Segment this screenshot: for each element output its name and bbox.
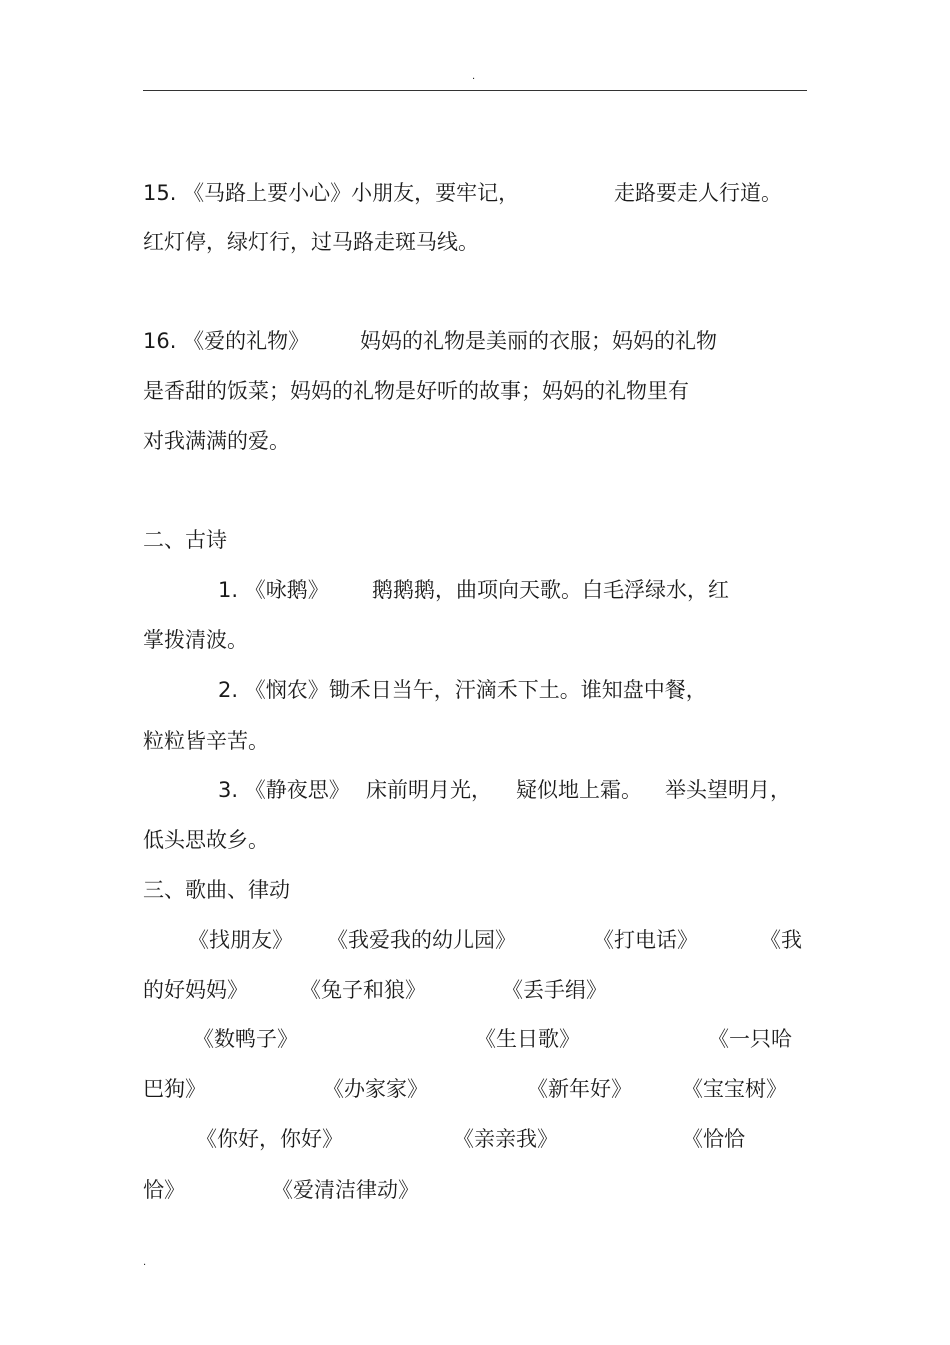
item16-line1-start: 16. 《爱的礼物》 [143, 329, 310, 353]
item16-line2: 是香甜的饭菜；妈妈的礼物是好听的故事；妈妈的礼物里有 [143, 379, 689, 403]
poem2-continuation: 粒粒皆辛苦。 [143, 729, 269, 753]
footer-mark: . [143, 1257, 147, 1268]
song-item: 《丢手绢》 [502, 978, 607, 1002]
song-item: 《生日歌》 [475, 1027, 580, 1051]
item16-line3: 对我满满的爱。 [143, 429, 290, 453]
song-item: 《亲亲我》 [453, 1127, 558, 1151]
poem3-phrase1: 床前明月光， [366, 778, 492, 802]
song-item: 《一只哈 [708, 1027, 792, 1051]
song-item: 《打电话》 [593, 928, 698, 952]
poem1-text: 鹅鹅鹅，曲项向天歌。白毛浮绿水，红 [372, 578, 729, 602]
song-item: 《数鸭子》 [193, 1027, 298, 1051]
song-item: 《你好，你好》 [196, 1127, 343, 1151]
header-rule [143, 90, 807, 91]
song-item: 的好妈妈》 [143, 978, 248, 1002]
item16-line1-end: 妈妈的礼物是美丽的衣服；妈妈的礼物 [360, 329, 717, 353]
poem1-title: 1. 《咏鹅》 [218, 578, 329, 602]
song-item: 《恰恰 [682, 1127, 745, 1151]
song-item: 巴狗》 [143, 1077, 206, 1101]
poem3-phrase3: 举头望明月， [665, 778, 791, 802]
poem3-title: 3. 《静夜思》 [218, 778, 350, 802]
item15-line1-start: 15. 《马路上要小心》小朋友，要牢记， [143, 181, 520, 205]
song-item: 《我爱我的幼儿园》 [327, 928, 516, 952]
poem3-continuation: 低头思故乡。 [143, 828, 269, 852]
poem1-continuation: 掌拨清波。 [143, 628, 248, 652]
song-item: 《我 [760, 928, 802, 952]
song-item: 《找朋友》 [188, 928, 293, 952]
song-item: 《新年好》 [527, 1077, 632, 1101]
song-item: 《爱清洁律动》 [272, 1178, 419, 1202]
song-item: 《兔子和狼》 [300, 978, 426, 1002]
header-mark: . [472, 71, 476, 82]
poem3-phrase2: 疑似地上霜。 [516, 778, 642, 802]
item15-line1-end: 走路要走人行道。 [614, 181, 782, 205]
section3-heading: 三、歌曲、律动 [143, 878, 290, 902]
song-item: 恰》 [143, 1178, 185, 1202]
song-item: 《宝宝树》 [682, 1077, 787, 1101]
song-item: 《办家家》 [323, 1077, 428, 1101]
item15-line2: 红灯停，绿灯行，过马路走斑马线。 [143, 230, 479, 254]
section2-heading: 二、古诗 [143, 528, 227, 552]
poem2-text: 2. 《悯农》锄禾日当午，汗滴禾下土。谁知盘中餐， [218, 678, 707, 702]
